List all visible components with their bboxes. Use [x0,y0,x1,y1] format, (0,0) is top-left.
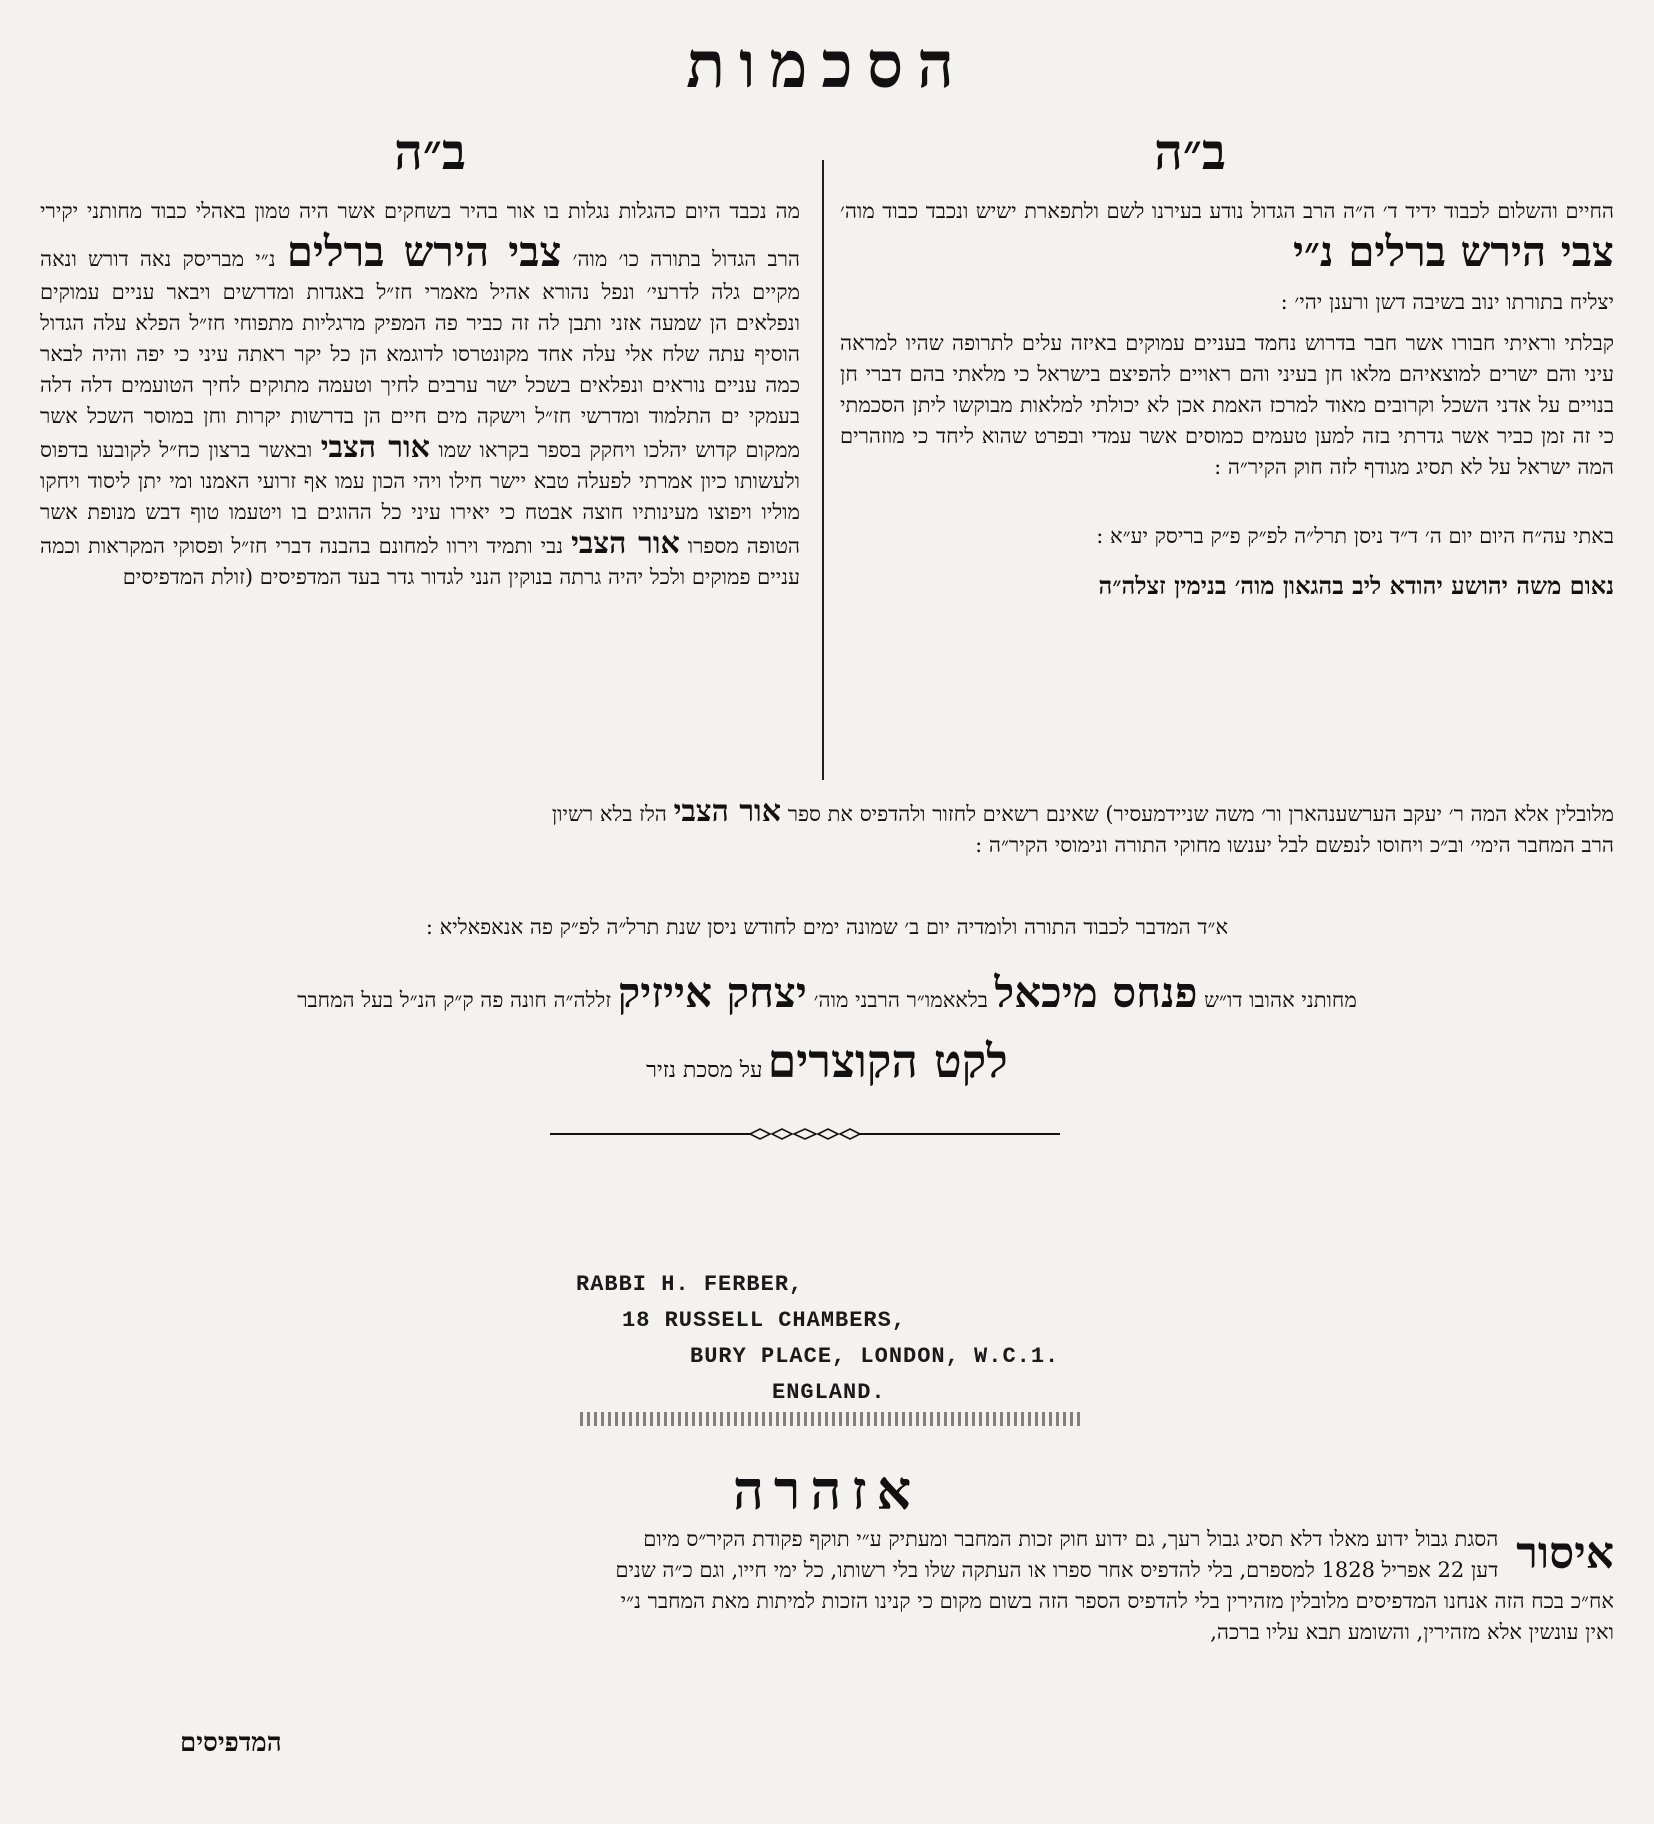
right-approbation-signature: נאום משה יהושע יהודא ליב בהגאון מוה׳ בנימין זצלה״ה [1098,571,1614,600]
right-column-heading: ב״ה [1154,122,1226,181]
ornamental-divider [550,1128,1060,1140]
signature-middle: בלאאמו״ר הרבני מוה׳ [813,988,988,1012]
stamp-line-4: ENGLAND. [772,1380,886,1405]
signer-father-name: יצחק אייזיק [617,968,807,1017]
owner-stamp [572,1272,1092,1442]
warning-body [40,1524,1614,1648]
left-approbation-body-cont: ובאשר ברצון כח״ל לקובעו בדפוס ולעשותו כיון אמרתי לפעלה טבא יישר חילו ויהי הכון עמו אף זרועי האמנו ומי יתן ליסוד ויחקו מוליו ויפוצו מעינותיו חוצה אבטח כי יאירו עיני כל ההוגים בו ויטעמו טוף דבש מנופת אשר הטופה מספרו [40,438,800,558]
right-approbation-opening: החיים והשלום לכבוד ידיד ד׳ ה״ה הרב הגדול נודע בעירנו לשם ולתפארת ישיש ונכבד כבוד מוה׳ [840,199,1614,223]
stamp-line-1: RABBI H. FERBER, [576,1272,804,1297]
warning-line-3: אח״כ בכח הזה אנחנו המדפיסים מלובלין מזהירין בלי להדפיס הספר הזה בשום מקום כי קנינו הזכות למיתות מאת המחבר נ״י [620,1589,1614,1613]
page-title: הסכמות [686,28,968,103]
book-name-highlight: אור הצבי [320,430,430,465]
continuation-line-1a: מלובלין אלא המה ר׳ יעקב הערשענהארן ור׳ משה שניידמעסיר) שאינם רשאים לחזור ולהדפיס את ספר [787,802,1614,826]
right-approbation [840,196,1614,601]
book-title: לקט הקוצרים [767,1034,1008,1088]
right-approbation-body: קבלתי וראיתי חבורו אשר חבר בדרוש נחמד בעניים עמוקים באיזה עלים לתרופה שהיו למראה עיני והם ישרים למוצאיהם מלאו חן בעיני והם ראויים להפיצם בישראל כי מלאתי בהם דברי חן בנויים על אדני השכל וקרובים מאוד למרכז האמת אכן לא יכולתי למלאות מבוקשו ליתן הסכמתי כי זה זמן כביר אשר גדרתי בזה למען טעמים כמוסים אשר עמדי ובפרט שהוא ליחד כי מוזהרים המה ישראל על לא תסיג מגודף לזה חוק הקיר״ה : [840,331,1614,479]
book-name-highlight-2: אור הצבי [571,526,680,561]
continuation-line-1b: הלז בלא רשיון [551,802,667,826]
warning-line-4: ואין עונשין אלא מזהירין, והשומע תבא עליו ברכה, [1210,1620,1614,1644]
continuation-book-name: אור הצבי [673,794,781,829]
signature-prefix: מחותני אהובו דו״ש [1204,988,1357,1012]
stamp-line-2: 18 RUSSELL CHAMBERS, [622,1308,907,1333]
left-approbation-body-end: נבי ותמיד וירוו למחונם בהבנה דברי חז״ל ופסוקי המקראות וכמה עניים פמוקים ולכל יהיה גרתה בנוקין הנני לגדור גדר בעד המדפיסים (זולת המדפיסים [40,534,800,589]
honoree-name-left: צבי הירש ברלים [286,227,562,276]
warning-line-2: דען 22 אפריל 1828 למספרם, בלי להדפיס אחר ספרו או העתקה שלו בלי רשותו, כל ימי חייו, וגם כ״ה שנים [615,1558,1499,1582]
warning-line-1: הסגת גבול ידוע מאלו דלא תסיג גבול רעך, גם ידוע חוק זכות המחבר ומעתיק ע״י תוקף פקודת הקיר״ס מיום [643,1527,1499,1551]
printers-signature: המדפיסים [180,1728,282,1758]
right-approbation-date: באתי עה״ח היום יום ה׳ ד״ד ניסן תרל״ה לפ״ק פ״ק בריסק יע״א : [1096,524,1614,548]
signature-suffix: זללה״ה חונה פה ק״ק הנ״ל בעל המחבר [297,988,612,1012]
right-approbation-blessing: יצליח בתורתו ינוב בשיבה דשן ורענן יהי׳ : [1280,290,1614,314]
approbation-signature-line [0,968,1654,1018]
warning-lead-word: איסור [1516,1528,1614,1579]
left-column-heading: ב״ה [394,122,466,181]
continuation-line-2: הרב המחבר הימי׳ וב״כ ויחוסו לנפשם לבל יענשו מחוקי התורה ונימוסי הקיר״ה : [975,833,1614,857]
stamp-smudge [580,1412,1080,1426]
left-approbation-body: נ״י מבריסק נאה דורש ונאה מקיים גלה לדרעי׳ ונפל נהורא אהיל מאמרי חז״ל באגדות ומדרשים ויבאר עניים עמוקים ונפלאים הן שמעה אזני ותבן לה זה כביר פה המפיק מרגליות מתפוחי חז״ל הפלא עלה הגדול הוסיף עתה שלח אלי עלה אחד מקונטרסו לדוגמא הן כל יקר ראתה עיני כי יפה והיה לבאר כמה עניים נוראים ונפלאים בשכל ישר ערבים לחיך וטעמה מתוקים לחיך הטועמים דלה דלה בעמקי ים התלמוד ומדרשי חז״ל וישקה מים חיים הן בדרשות יקרות וחן במוסר השכל אשר ממקום קדוש יהלכו ויחקק בספר בקראו שמו [40,247,800,462]
signer-name: פנחס מיכאל [994,968,1198,1017]
stamp-line-3: BURY PLACE, LONDON, W.C.1. [690,1344,1060,1369]
left-approbation-opening: מה נכבד היום כהגלות נגלות בו אור בהיר בשחקים אשר היה טמון באהלי כבוד מחותני יקירי הרב הגדול בתורה כו׳ מוה׳ [40,199,800,271]
column-divider [822,160,824,780]
approbation-dateline: א״ד המדבר לכבוד התורה ולומדיה יום ב׳ שמונה ימים לחודש ניסן שנת תרל״ה לפ״ק פה אנאפאליא : [425,915,1229,939]
book-title-line [0,1034,1654,1088]
left-approbation [40,196,800,593]
book-subtitle: על מסכת נזיר [646,1058,763,1083]
approbation-continuation [40,796,1614,861]
honoree-name: צבי הירש ברלים נ״י [1292,227,1614,276]
warning-title: אזהרה [732,1458,922,1522]
